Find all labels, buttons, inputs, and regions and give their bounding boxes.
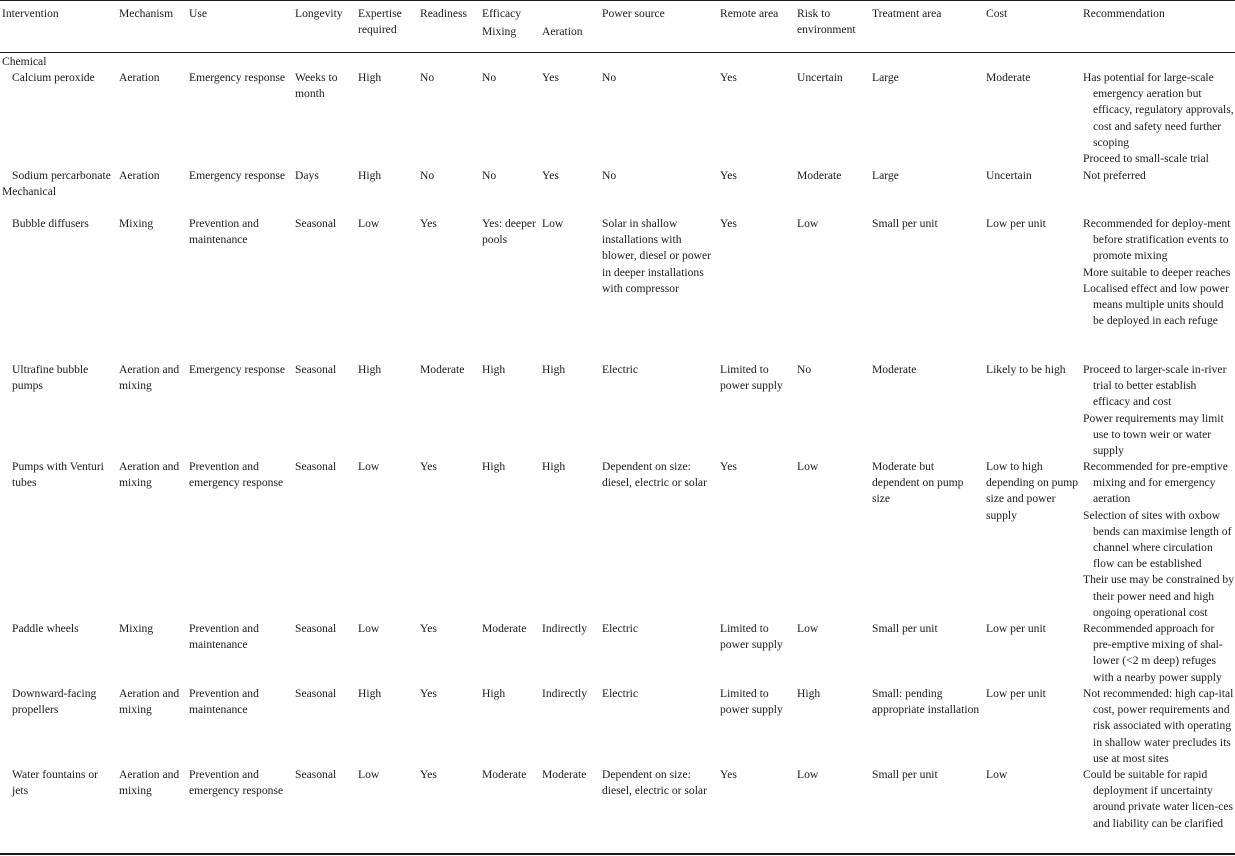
cell-expertise: Low <box>358 460 380 473</box>
cell-aeration: Yes <box>542 169 559 182</box>
cell-risk: Low <box>797 768 819 781</box>
cell-mechanism: Mixing <box>119 622 154 635</box>
recommendation-line: Their use may be constrained by their power need and high ongoing operational cost <box>1083 573 1234 619</box>
cell-risk: Uncertain <box>797 71 843 84</box>
recommendation-line: Could be suitable for rapid deployment if uncertainty around private water licen-ces and liability can be clarified <box>1083 768 1234 830</box>
cell-recommendation <box>1083 168 1235 184</box>
cell-mechanism: Aeration and mixing <box>119 363 180 393</box>
cell-intervention: Pumps with Venturi tubes <box>12 460 104 490</box>
cell-intervention: Paddle wheels <box>12 622 79 635</box>
cell-risk: Moderate <box>797 169 842 182</box>
cell-mixing: High <box>482 363 506 376</box>
cell-longevity: Seasonal <box>295 363 337 376</box>
cell-aeration: Indirectly <box>542 687 588 700</box>
cell-intervention: Water fountains or jets <box>12 768 98 798</box>
recommendation-line: Proceed to larger-scale in-river trial to better establish efficacy and cost <box>1083 363 1227 409</box>
cell-readiness: No <box>420 71 435 84</box>
cell-aeration: High <box>542 460 566 473</box>
cell-expertise: Low <box>358 768 380 781</box>
cell-longevity: Seasonal <box>295 768 337 781</box>
cell-intervention: Calcium peroxide <box>12 71 95 84</box>
cell-remote: Yes <box>720 217 737 230</box>
cell-mixing: Moderate <box>482 622 527 635</box>
header-intervention: Intervention <box>2 7 59 20</box>
cell-aeration: Low <box>542 217 564 230</box>
cell-readiness: Yes <box>420 687 437 700</box>
cell-cost: Moderate <box>986 71 1031 84</box>
header-use: Use <box>189 7 208 20</box>
recommendation-line: More suitable to deeper reaches <box>1083 265 1231 279</box>
cell-readiness: Yes <box>420 768 437 781</box>
cell-cost: Low per unit <box>986 217 1046 230</box>
cell-mixing: No <box>482 71 497 84</box>
cell-area: Small: pending appropriate installation <box>872 687 980 717</box>
header-remote: Remote area <box>720 7 779 20</box>
cell-use: Prevention and maintenance <box>189 622 259 652</box>
header-readiness: Readiness <box>420 7 468 20</box>
cell-readiness: Yes <box>420 460 437 473</box>
recommendation-line: Localised effect and low power means multiple units should be deployed in each refuge <box>1083 281 1229 328</box>
recommendation-line: Recommended approach for pre-emptive mixing of shal-lower (<2 m deep) refuges with a nearby power supply <box>1083 622 1223 684</box>
cell-use: Prevention and emergency response <box>189 460 284 490</box>
cell-mechanism: Aeration <box>119 71 160 84</box>
cell-readiness: Yes <box>420 217 437 230</box>
cell-recommendation <box>1083 767 1235 832</box>
cell-remote: Yes <box>720 71 737 84</box>
cell-intervention: Ultrafine bubble pumps <box>12 363 89 393</box>
cell-aeration: Indirectly <box>542 622 588 635</box>
recommendation-line: Selection of sites with oxbow bends can maximise length of channel where circulation flow can be established <box>1083 508 1232 571</box>
cell-power: Electric <box>602 687 639 700</box>
cell-power: Electric <box>602 363 639 376</box>
recommendation-line: Recommended for deploy-ment before stratification events to promote mixing <box>1083 217 1231 263</box>
cell-remote: Limited to power supply <box>720 622 783 652</box>
header-mechanism: Mechanism <box>119 7 174 20</box>
cell-readiness: Moderate <box>420 363 465 376</box>
cell-aeration: Yes <box>542 71 559 84</box>
header-expertise: Expertise required <box>358 7 402 37</box>
cell-remote: Yes <box>720 768 737 781</box>
header-efficacy-aeration: Aeration <box>542 25 583 38</box>
cell-risk: Low <box>797 622 819 635</box>
cell-readiness: No <box>420 169 435 182</box>
cell-expertise: High <box>358 687 382 700</box>
cell-risk: Low <box>797 217 819 230</box>
recommendation-line: Not recommended: high cap-ital cost, power requirements and risk associated with operating in shallow water precludes its use at most sites <box>1083 687 1234 765</box>
header-area: Treatment area <box>872 7 942 20</box>
recommendation-line: Has potential for large-scale emergency aeration but efficacy, regulatory approvals, cost and safety need further scoping <box>1083 71 1234 149</box>
cell-mixing: No <box>482 169 497 182</box>
cell-mechanism: Mixing <box>119 217 154 230</box>
cell-use: Prevention and emergency response <box>189 768 284 798</box>
cell-risk: Low <box>797 460 819 473</box>
cell-area: Small per unit <box>872 768 938 781</box>
cell-power: No <box>602 71 617 84</box>
recommendation-line: Proceed to small-scale trial <box>1083 152 1209 166</box>
cell-mixing: High <box>482 460 506 473</box>
cell-recommendation <box>1083 362 1235 459</box>
cell-longevity: Days <box>295 169 319 182</box>
cell-cost: Likely to be high <box>986 363 1066 376</box>
cell-area: Large <box>872 169 899 182</box>
cell-recommendation <box>1083 621 1235 686</box>
cell-aeration: High <box>542 363 566 376</box>
section-label-mechanical: Mechanical <box>2 185 57 198</box>
cell-area: Moderate but dependent on pump size <box>872 460 964 506</box>
table-header-rule <box>0 52 1235 53</box>
cell-intervention: Bubble diffusers <box>12 217 89 230</box>
header-efficacy-mixing: Mixing <box>482 25 517 38</box>
cell-area: Small per unit <box>872 217 938 230</box>
recommendation-line: Recommended for pre-emptive mixing and for emergency aeration <box>1083 460 1228 506</box>
cell-area: Small per unit <box>872 622 938 635</box>
cell-readiness: Yes <box>420 622 437 635</box>
cell-area: Large <box>872 71 899 84</box>
cell-cost: Low to high depending on pump size and power supply <box>986 460 1079 522</box>
cell-remote: Yes <box>720 169 737 182</box>
cell-cost: Low <box>986 768 1008 781</box>
cell-longevity: Seasonal <box>295 687 337 700</box>
cell-longevity: Weeks to month <box>295 71 338 101</box>
header-efficacy: Efficacy <box>482 7 522 20</box>
cell-remote: Limited to power supply <box>720 363 783 393</box>
cell-area: Moderate <box>872 363 917 376</box>
cell-power: No <box>602 169 617 182</box>
cell-cost: Uncertain <box>986 169 1032 182</box>
cell-use: Emergency response <box>189 169 286 182</box>
cell-intervention: Sodium percarbonate <box>12 169 111 182</box>
cell-mechanism: Aeration and mixing <box>119 687 180 717</box>
section-label-chemical: Chemical <box>2 55 47 68</box>
table-top-rule <box>0 0 1235 1</box>
cell-use: Emergency response <box>189 363 286 376</box>
cell-power: Electric <box>602 622 639 635</box>
cell-mixing: High <box>482 687 506 700</box>
cell-mechanism: Aeration and mixing <box>119 460 180 490</box>
cell-longevity: Seasonal <box>295 217 337 230</box>
cell-longevity: Seasonal <box>295 622 337 635</box>
cell-expertise: Low <box>358 622 380 635</box>
cell-expertise: High <box>358 363 382 376</box>
cell-cost: Low per unit <box>986 622 1046 635</box>
cell-mixing: Moderate <box>482 768 527 781</box>
cell-use: Prevention and maintenance <box>189 687 259 717</box>
cell-expertise: High <box>358 71 382 84</box>
cell-mixing: Yes: deeper pools <box>482 217 536 247</box>
cell-power: Dependent on size: diesel, electric or solar <box>602 768 707 798</box>
table-bottom-rule <box>0 853 1235 855</box>
cell-cost: Low per unit <box>986 687 1046 700</box>
header-cost: Cost <box>986 7 1008 20</box>
cell-power: Solar in shallow installations with blower, diesel or power in deeper installations with compressor <box>602 217 711 295</box>
header-power: Power source <box>602 7 665 20</box>
cell-intervention: Downward-facing propellers <box>12 687 97 717</box>
cell-remote: Limited to power supply <box>720 687 783 717</box>
header-risk: Risk to environment <box>797 7 856 37</box>
header-longevity: Longevity <box>295 7 343 20</box>
cell-mechanism: Aeration and mixing <box>119 768 180 798</box>
cell-risk: No <box>797 363 812 376</box>
cell-use: Emergency response <box>189 71 286 84</box>
cell-use: Prevention and maintenance <box>189 217 259 247</box>
cell-mechanism: Aeration <box>119 169 160 182</box>
cell-longevity: Seasonal <box>295 460 337 473</box>
recommendation-line: Not preferred <box>1083 169 1146 182</box>
cell-expertise: High <box>358 169 382 182</box>
cell-aeration: Moderate <box>542 768 587 781</box>
cell-risk: High <box>797 687 821 700</box>
cell-recommendation <box>1083 216 1235 329</box>
cell-recommendation <box>1083 70 1235 167</box>
header-recommendation: Recommendation <box>1083 7 1165 20</box>
cell-remote: Yes <box>720 460 737 473</box>
cell-expertise: Low <box>358 217 380 230</box>
cell-recommendation <box>1083 459 1235 621</box>
recommendation-line: Power requirements may limit use to town weir or water supply <box>1083 411 1224 458</box>
cell-recommendation <box>1083 686 1235 767</box>
cell-power: Dependent on size: diesel, electric or solar <box>602 460 707 490</box>
